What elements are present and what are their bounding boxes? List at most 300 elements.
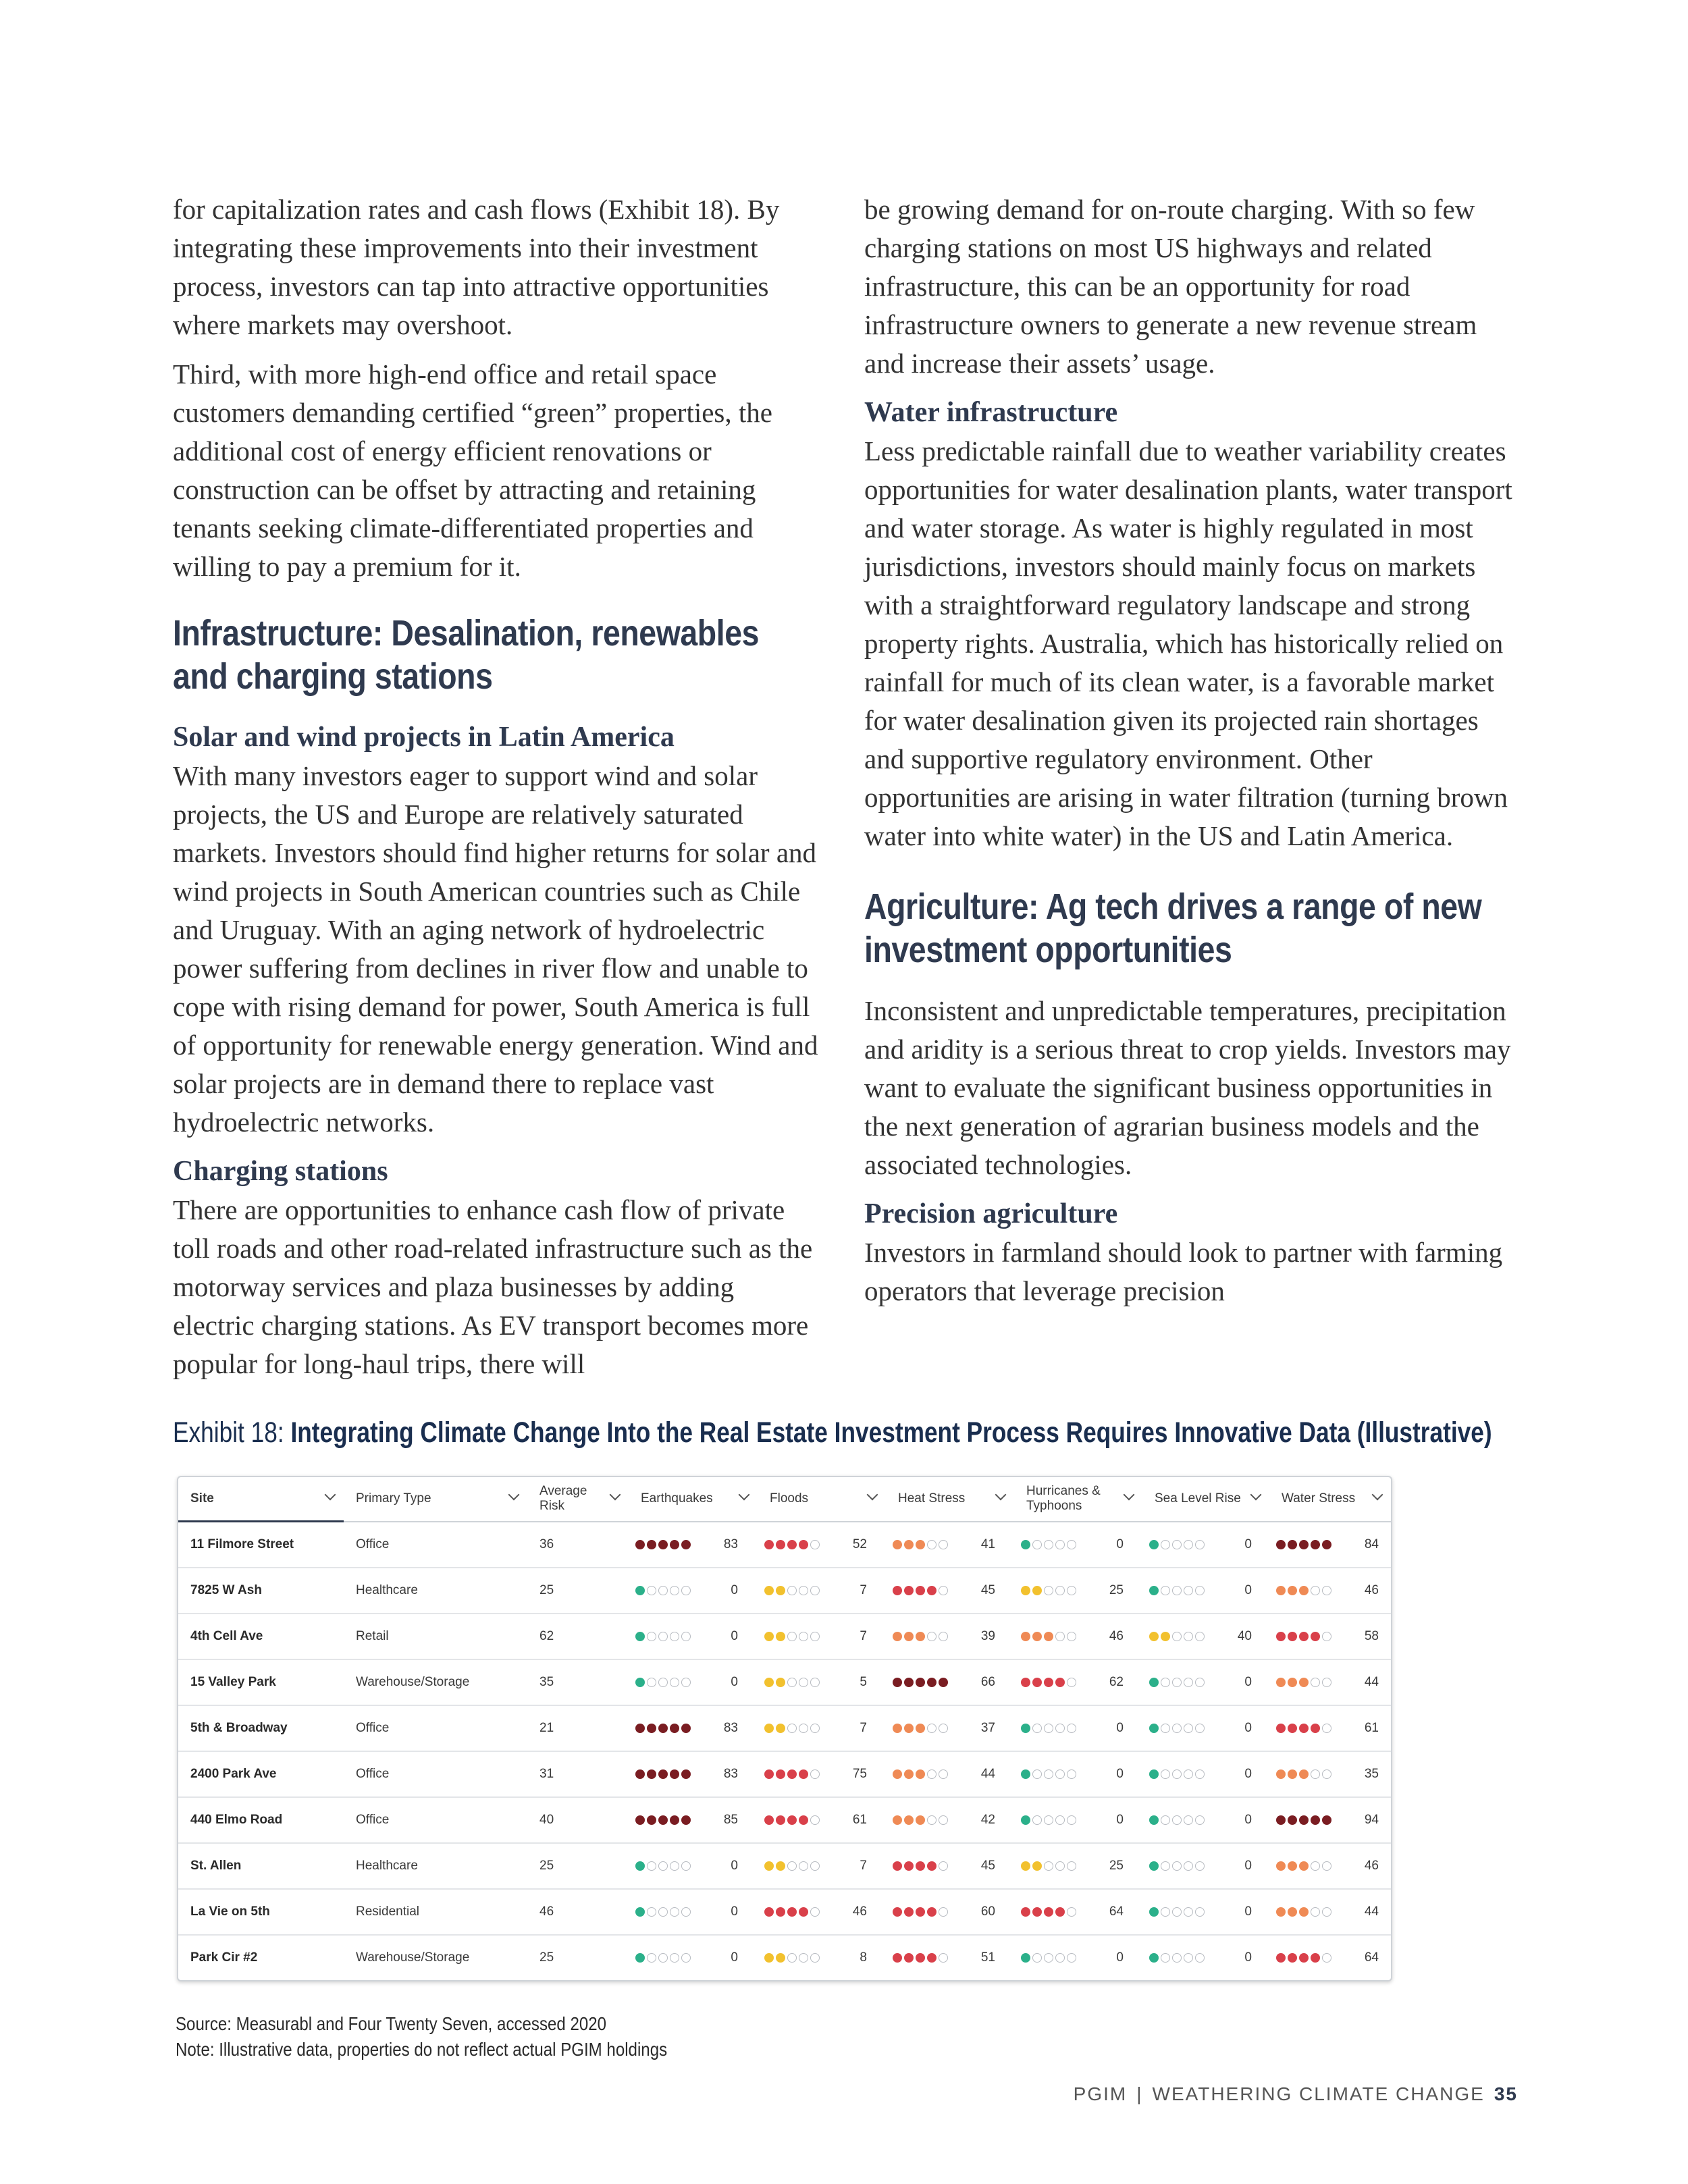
risk-dot-empty (939, 1632, 948, 1641)
primary-type: Office (344, 1751, 527, 1797)
risk-dot-empty (1055, 1815, 1065, 1825)
risk-dot-empty (1184, 1953, 1193, 1963)
paragraph: Inconsistent and unpredictable temperatures, precipitation and aridity is a serious threat to crop yields. Investors may want to evaluate the significant business opportunities in the next generation of agrarian business models and the associated technologies. (864, 995, 1511, 1180)
exhibit-label: Exhibit 18: (173, 1416, 284, 1449)
risk-dot-empty (1184, 1724, 1193, 1733)
risk-dot-empty (681, 1953, 691, 1963)
column-header-hurricanes[interactable]: Hurricanes & Typhoons (1014, 1477, 1142, 1522)
risk-score: 44 (980, 1766, 995, 1781)
risk-dot-empty (1067, 1724, 1076, 1733)
column-header-primary-type[interactable]: Primary Type (344, 1477, 527, 1522)
risk-dot-empty (1172, 1632, 1182, 1641)
table-row[interactable] (178, 1705, 1391, 1751)
risk-score: 46 (1364, 1858, 1379, 1873)
risk-score: 52 (852, 1537, 867, 1551)
site-name: 11 Filmore Street (178, 1522, 344, 1568)
risk-score: 0 (1244, 1537, 1252, 1551)
risk-score: 44 (1364, 1904, 1379, 1919)
risk-dot-empty (658, 1678, 668, 1687)
risk-dot-filled (1276, 1907, 1286, 1917)
risk-dot-empty (787, 1586, 797, 1595)
risk-dot-filled (893, 1907, 902, 1917)
risk-dot-filled (904, 1724, 914, 1733)
risk-score: 7 (860, 1582, 867, 1597)
risk-dot-filled (776, 1769, 785, 1779)
page-number: 35 (1494, 2083, 1518, 2104)
risk-dot-filled (799, 1769, 808, 1779)
risk-dot-filled (893, 1540, 902, 1549)
risk-dot-empty (1044, 1861, 1053, 1871)
risk-dot-empty (647, 1861, 656, 1871)
risk-dot-empty (1067, 1586, 1076, 1595)
risk-level-indicator (893, 1905, 957, 1919)
risk-dot-filled (635, 1724, 645, 1733)
risk-dot-empty (1311, 1586, 1320, 1595)
risk-cell (1269, 1568, 1391, 1614)
risk-dot-empty (1067, 1815, 1076, 1825)
table-header-row (178, 1477, 1391, 1522)
risk-dot-filled (635, 1586, 645, 1595)
table-row[interactable] (178, 1751, 1391, 1797)
risk-dot-filled (1055, 1678, 1065, 1687)
risk-level-indicator (635, 1629, 700, 1644)
risk-cell (758, 1705, 886, 1751)
risk-dot-empty (1055, 1632, 1065, 1641)
site-name: Park Cir #2 (190, 1950, 258, 1965)
risk-cell (1269, 1659, 1391, 1705)
risk-dot-empty (1184, 1769, 1193, 1779)
risk-dot-filled (1288, 1540, 1297, 1549)
risk-dot-empty (1161, 1724, 1170, 1733)
risk-dot-filled (1149, 1678, 1159, 1687)
risk-dot-empty (1195, 1678, 1205, 1687)
column-header-site[interactable]: Site (178, 1477, 344, 1522)
risk-cell (1269, 1705, 1391, 1751)
risk-score: 39 (980, 1628, 995, 1643)
risk-dot-filled (1149, 1953, 1159, 1963)
chevron-down-icon[interactable] (1372, 1489, 1383, 1501)
risk-dot-empty (1161, 1953, 1170, 1963)
risk-dot-filled (799, 1815, 808, 1825)
risk-dot-filled (635, 1540, 645, 1549)
risk-dot-filled (893, 1586, 902, 1595)
risk-dot-empty (1322, 1907, 1331, 1917)
risk-level-indicator (1021, 1813, 1086, 1828)
risk-dot-empty (1184, 1861, 1193, 1871)
risk-dot-empty (670, 1678, 679, 1687)
risk-dot-filled (1299, 1540, 1309, 1549)
risk-level-indicator (893, 1583, 957, 1598)
risk-cell (629, 1935, 758, 1980)
average-risk: 25 (539, 1950, 554, 1965)
risk-dot-filled (764, 1953, 774, 1963)
risk-dot-empty (1044, 1953, 1053, 1963)
risk-level-indicator (1149, 1767, 1214, 1782)
risk-dot-filled (1276, 1540, 1286, 1549)
risk-level-indicator (764, 1859, 829, 1873)
risk-dot-empty (1172, 1769, 1182, 1779)
risk-score: 25 (1109, 1858, 1124, 1873)
risk-dot-filled (776, 1861, 785, 1871)
risk-dot-filled (787, 1769, 797, 1779)
table-row[interactable] (178, 1568, 1391, 1614)
risk-cell (886, 1797, 1014, 1843)
risk-score: 0 (1116, 1766, 1124, 1781)
risk-dot-filled (904, 1540, 914, 1549)
risk-cell (629, 1797, 758, 1843)
risk-dot-filled (1311, 1953, 1320, 1963)
table-row[interactable] (178, 1935, 1391, 1980)
risk-dot-filled (1276, 1678, 1286, 1687)
risk-dot-filled (1021, 1769, 1030, 1779)
risk-dot-empty (1055, 1861, 1065, 1871)
average-risk: 25 (527, 1568, 629, 1614)
risk-level-indicator (764, 1950, 829, 1965)
risk-dot-filled (1021, 1586, 1030, 1595)
risk-level-indicator (893, 1675, 957, 1690)
risk-dot-empty (647, 1678, 656, 1687)
risk-dot-filled (1288, 1815, 1297, 1825)
risk-score: 0 (731, 1904, 738, 1919)
risk-dot-filled (776, 1907, 785, 1917)
risk-cell (886, 1889, 1014, 1935)
risk-score: 46 (1109, 1628, 1124, 1643)
risk-dot-empty (1184, 1632, 1193, 1641)
risk-dot-filled (893, 1632, 902, 1641)
risk-score: 8 (860, 1950, 867, 1965)
risk-dot-empty (810, 1678, 820, 1687)
risk-cell (758, 1568, 886, 1614)
risk-score: 0 (1244, 1904, 1252, 1919)
risk-dot-empty (1322, 1632, 1331, 1641)
risk-level-indicator (893, 1629, 957, 1644)
risk-dot-filled (647, 1769, 656, 1779)
risk-cell (886, 1614, 1014, 1659)
risk-dot-filled (776, 1540, 785, 1549)
risk-dot-filled (1288, 1769, 1297, 1779)
risk-cell (1269, 1935, 1391, 1980)
footer-separator: | (1136, 2083, 1143, 2104)
risk-dot-filled (776, 1953, 785, 1963)
risk-level-indicator (893, 1721, 957, 1736)
chevron-down-icon[interactable] (610, 1489, 621, 1501)
table-row[interactable] (178, 1797, 1391, 1843)
average-risk: 46 (527, 1889, 629, 1935)
risk-level-indicator (1276, 1537, 1341, 1552)
risk-cell (1014, 1705, 1142, 1751)
chevron-down-icon[interactable] (1124, 1489, 1135, 1501)
risk-dot-empty (1067, 1632, 1076, 1641)
risk-dot-filled (1276, 1586, 1286, 1595)
risk-dot-empty (1311, 1769, 1320, 1779)
risk-cell (1014, 1797, 1142, 1843)
primary-type: Healthcare (344, 1568, 527, 1614)
column-header-average-risk[interactable]: Average Risk (527, 1477, 629, 1522)
risk-cell (629, 1705, 758, 1751)
risk-level-indicator (1021, 1767, 1086, 1782)
risk-cell (1142, 1751, 1269, 1797)
risk-dot-empty (1044, 1724, 1053, 1733)
primary-type: Office (344, 1705, 527, 1751)
chevron-down-icon[interactable] (508, 1489, 520, 1501)
site-name: 5th & Broadway (178, 1705, 344, 1751)
risk-level-indicator (635, 1950, 700, 1965)
risk-dot-filled (1299, 1632, 1309, 1641)
risk-dot-filled (764, 1632, 774, 1641)
risk-dot-filled (1149, 1632, 1159, 1641)
risk-score: 37 (980, 1720, 995, 1735)
risk-dot-empty (1195, 1769, 1205, 1779)
risk-dot-filled (916, 1586, 925, 1595)
risk-dot-empty (1195, 1815, 1205, 1825)
risk-dot-empty (1032, 1953, 1042, 1963)
risk-score: 85 (723, 1812, 738, 1827)
risk-cell (1269, 1751, 1391, 1797)
risk-dot-empty (1322, 1953, 1331, 1963)
risk-dot-filled (916, 1632, 925, 1641)
paragraph: Investors in farmland should look to partner with farming operators that leverage precision (864, 1237, 1503, 1306)
risk-dot-filled (635, 1953, 645, 1963)
risk-dot-filled (1021, 1678, 1030, 1687)
risk-dot-filled (1299, 1953, 1309, 1963)
risk-dot-empty (787, 1632, 797, 1641)
risk-level-indicator (635, 1859, 700, 1873)
risk-score: 7 (860, 1720, 867, 1735)
risk-dot-filled (1032, 1861, 1042, 1871)
table-row[interactable] (178, 1889, 1391, 1935)
risk-dot-empty (1161, 1678, 1170, 1687)
risk-dot-empty (1184, 1815, 1193, 1825)
risk-dot-filled (1021, 1724, 1030, 1733)
risk-dot-filled (1299, 1586, 1309, 1595)
risk-cell (1142, 1568, 1269, 1614)
risk-level-indicator (635, 1721, 700, 1736)
site-name: 2400 Park Ave (178, 1751, 344, 1797)
risk-dot-empty (1195, 1632, 1205, 1641)
risk-dot-filled (916, 1724, 925, 1733)
risk-dot-empty (799, 1678, 808, 1687)
subheading-charging-stations: Charging stations (173, 1156, 388, 1187)
risk-cell (758, 1843, 886, 1889)
risk-cell (629, 1614, 758, 1659)
risk-cell (629, 1568, 758, 1614)
risk-dot-empty (927, 1632, 937, 1641)
risk-dot-filled (927, 1953, 937, 1963)
risk-score: 83 (723, 1720, 738, 1735)
risk-dot-filled (1288, 1586, 1297, 1595)
risk-dot-empty (1067, 1769, 1076, 1779)
risk-dot-empty (810, 1861, 820, 1871)
risk-dot-empty (1055, 1724, 1065, 1733)
risk-dot-filled (904, 1953, 914, 1963)
risk-dot-filled (1299, 1769, 1309, 1779)
table-row[interactable] (178, 1522, 1391, 1568)
table-row[interactable] (178, 1614, 1391, 1659)
risk-dot-empty (1172, 1861, 1182, 1871)
risk-dot-filled (1161, 1632, 1170, 1641)
risk-cell (758, 1935, 886, 1980)
risk-dot-empty (1055, 1540, 1065, 1549)
risk-cell (1269, 1797, 1391, 1843)
footer-title: WEATHERING CLIMATE CHANGE (1152, 2083, 1485, 2104)
risk-dot-filled (799, 1907, 808, 1917)
risk-dot-empty (658, 1861, 668, 1871)
risk-dot-empty (799, 1953, 808, 1963)
risk-dot-empty (1184, 1678, 1193, 1687)
risk-dot-filled (764, 1907, 774, 1917)
risk-level-indicator (1276, 1721, 1341, 1736)
risk-dot-empty (1161, 1586, 1170, 1595)
illustrative-note: Note: Illustrative data, properties do not reflect actual PGIM holdings (176, 2039, 668, 2060)
risk-dot-filled (776, 1815, 785, 1825)
risk-level-indicator (1149, 1813, 1214, 1828)
risk-dot-filled (1032, 1678, 1042, 1687)
risk-dot-filled (776, 1632, 785, 1641)
table-row[interactable] (178, 1659, 1391, 1705)
chevron-down-icon[interactable] (1250, 1489, 1262, 1501)
risk-score: 75 (852, 1766, 867, 1781)
risk-cell (758, 1889, 886, 1935)
risk-dot-filled (787, 1540, 797, 1549)
site-name: 440 Elmo Road (178, 1797, 344, 1843)
risk-cell (886, 1843, 1014, 1889)
risk-dot-empty (1172, 1815, 1182, 1825)
primary-type: Retail (344, 1614, 527, 1659)
risk-dot-empty (799, 1724, 808, 1733)
column-header-floods[interactable]: Floods (758, 1477, 886, 1522)
table-row[interactable] (178, 1843, 1391, 1889)
risk-level-indicator (1276, 1583, 1341, 1598)
risk-dot-empty (670, 1953, 679, 1963)
site-name: St. Allen (178, 1843, 344, 1889)
risk-cell (1269, 1889, 1391, 1935)
risk-level-indicator (1149, 1537, 1214, 1552)
risk-score: 0 (731, 1582, 738, 1597)
risk-dot-empty (670, 1586, 679, 1595)
risk-level-indicator (1149, 1675, 1214, 1690)
risk-dot-filled (658, 1815, 668, 1825)
chevron-down-icon[interactable] (995, 1489, 1007, 1501)
column-header-earthquakes[interactable]: Earthquakes (629, 1477, 758, 1522)
risk-dot-empty (927, 1815, 937, 1825)
risk-score: 0 (1244, 1674, 1252, 1689)
risk-dot-filled (647, 1815, 656, 1825)
risk-cell (1142, 1797, 1269, 1843)
risk-dot-empty (927, 1540, 937, 1549)
risk-dot-filled (1311, 1815, 1320, 1825)
risk-dot-filled (1149, 1724, 1159, 1733)
risk-cell (1142, 1889, 1269, 1935)
risk-dot-filled (927, 1907, 937, 1917)
risk-dot-empty (810, 1724, 820, 1733)
risk-cell (629, 1889, 758, 1935)
risk-cell (886, 1522, 1014, 1568)
risk-cell (758, 1522, 886, 1568)
risk-dot-filled (1276, 1815, 1286, 1825)
risk-dot-empty (810, 1815, 820, 1825)
risk-dot-filled (787, 1907, 797, 1917)
risk-level-indicator (764, 1905, 829, 1919)
risk-dot-empty (1055, 1769, 1065, 1779)
risk-dot-filled (1299, 1815, 1309, 1825)
risk-dot-empty (787, 1678, 797, 1687)
risk-score: 0 (1244, 1720, 1252, 1735)
risk-dot-empty (939, 1724, 948, 1733)
risk-dot-empty (810, 1540, 820, 1549)
site-name: 7825 W Ash (178, 1568, 344, 1614)
risk-dot-empty (939, 1907, 948, 1917)
risk-dot-filled (904, 1632, 914, 1641)
risk-dot-filled (1276, 1769, 1286, 1779)
paragraph: With many investors eager to support wind and solar projects, the US and Europe are relatively saturated markets. Investors should find higher returns for solar and wind projects in South American countries such as Chile and Uruguay. With an aging network of hydroelectric power suffering from declines in river flow and unable to cope with rising demand for power, South America is full of opportunity for renewable energy generation. Wind and solar projects are in demand there to replace vast hydroelectric networks. (173, 760, 818, 1138)
paragraph: Less predictable rainfall due to weather variability creates opportunities for water desalination plants, water transport and water storage. As water is highly regulated in most jurisdictions, investors should mainly focus on markets with a straightforward regulatory landscape and strong property rights. Australia, which has historically relied on rainfall for much of its clean water, is a favorable market for water desalination given its projected rain shortages and supportive regulatory environment. Other opportunities are arising in water filtration (turning brown water into white water) in the US and Latin America. (864, 435, 1512, 851)
risk-cell (886, 1568, 1014, 1614)
risk-dot-empty (1322, 1724, 1331, 1733)
risk-dot-empty (787, 1861, 797, 1871)
risk-dot-empty (1055, 1586, 1065, 1595)
column-header-sea-level-rise[interactable]: Sea Level Rise (1142, 1477, 1269, 1522)
risk-level-indicator (1149, 1583, 1214, 1598)
risk-dot-empty (1195, 1907, 1205, 1917)
risk-dot-empty (1032, 1815, 1042, 1825)
risk-cell (1269, 1843, 1391, 1889)
risk-dot-empty (1311, 1861, 1320, 1871)
risk-dot-empty (1184, 1540, 1193, 1549)
risk-level-indicator (1021, 1950, 1086, 1965)
risk-level-indicator (635, 1813, 700, 1828)
risk-dot-empty (658, 1953, 668, 1963)
risk-dot-filled (670, 1724, 679, 1733)
risk-dot-empty (1172, 1678, 1182, 1687)
column-header-water-stress[interactable]: Water Stress (1269, 1477, 1391, 1522)
risk-dot-filled (904, 1678, 914, 1687)
risk-dot-filled (1311, 1724, 1320, 1733)
risk-dot-filled (1322, 1540, 1331, 1549)
risk-dot-filled (1149, 1815, 1159, 1825)
risk-dot-filled (776, 1586, 785, 1595)
column-header-heat-stress[interactable]: Heat Stress (886, 1477, 1014, 1522)
risk-dot-empty (670, 1861, 679, 1871)
risk-dot-filled (904, 1815, 914, 1825)
risk-dot-filled (658, 1724, 668, 1733)
risk-level-indicator (1276, 1950, 1341, 1965)
risk-level-indicator (1021, 1629, 1086, 1644)
risk-score: 5 (860, 1674, 867, 1689)
risk-dot-empty (1311, 1678, 1320, 1687)
risk-dot-empty (939, 1586, 948, 1595)
risk-dot-empty (1161, 1815, 1170, 1825)
risk-table (177, 1476, 1392, 1981)
risk-dot-empty (1032, 1724, 1042, 1733)
risk-level-indicator (635, 1675, 700, 1690)
risk-cell (1014, 1522, 1142, 1568)
risk-score: 35 (1364, 1766, 1379, 1781)
risk-dot-filled (658, 1769, 668, 1779)
table-body (178, 1522, 1391, 1981)
risk-dot-empty (1161, 1907, 1170, 1917)
exhibit-title (173, 1412, 1492, 1453)
risk-score: 83 (723, 1537, 738, 1551)
risk-cell (1142, 1843, 1269, 1889)
chevron-down-icon[interactable] (739, 1489, 750, 1501)
chevron-down-icon[interactable] (325, 1489, 336, 1501)
risk-level-indicator (635, 1537, 700, 1552)
risk-score: 61 (852, 1812, 867, 1827)
risk-dot-filled (1032, 1632, 1042, 1641)
risk-level-indicator (1276, 1629, 1341, 1644)
chevron-down-icon[interactable] (867, 1489, 878, 1501)
risk-dot-filled (1032, 1586, 1042, 1595)
